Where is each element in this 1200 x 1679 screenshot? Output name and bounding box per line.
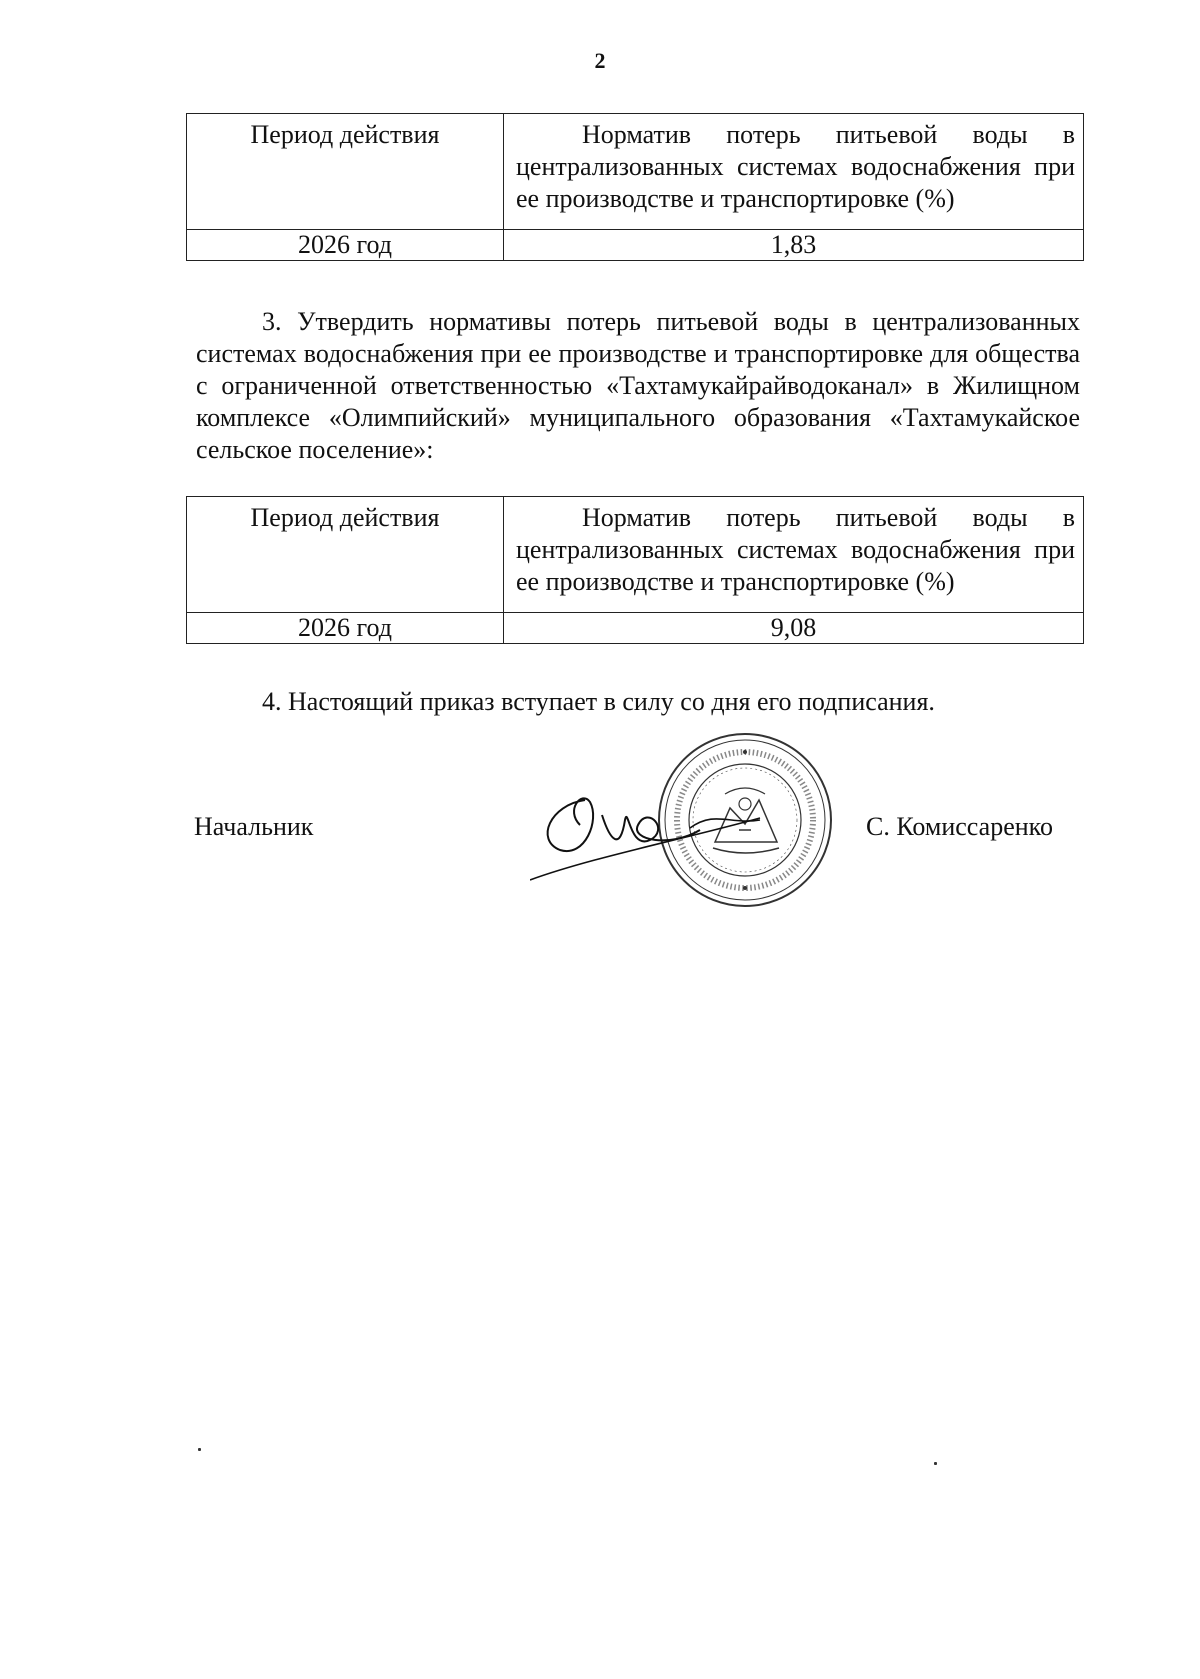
header-norm [504,114,1084,230]
table-header-row [187,497,1084,613]
page-number: 2 [594,48,606,73]
header-norm-text: Норматив потерь питьевой воды в централизованных системах водоснабжения при ее производстве и транспортировке (%) [516,503,1075,596]
handwritten-signature [530,780,850,890]
signatory-position: Начальник [194,812,314,841]
scan-speck [934,1462,937,1465]
paragraph-3 [196,306,1080,466]
row-value: 1,83 [504,230,1084,261]
row-value: 9,08 [504,613,1084,644]
signatory-name: С. Комиссаренко [866,812,1053,841]
header-norm-text: Норматив потерь питьевой воды в централизованных системах водоснабжения при ее производстве и транспортировке (%) [516,120,1075,213]
scan-speck [198,1448,201,1451]
header-period: Период действия [187,497,504,613]
table-row [187,230,1084,261]
header-norm [504,497,1084,613]
header-period: Период действия [187,114,504,230]
row-period: 2026 год [187,230,504,261]
table-header-row [187,114,1084,230]
row-period: 2026 год [187,613,504,644]
paragraph-4: 4. Настоящий приказ вступает в силу со дня его подписания. [262,687,935,716]
norm-table-1 [186,113,1084,261]
norm-table-2 [186,496,1084,644]
table-row [187,613,1084,644]
paragraph-3-text: 3. Утвердить нормативы потерь питьевой воды в централизованных системах водоснабжения при ее производстве и транспортировке для общества с ограниченной ответственностью «Тахтамукайрайводоканал» в Жилищном комплексе «Олимпийский» муниципального образования «Тахтамукайское сельское поселение»: [196,307,1080,464]
